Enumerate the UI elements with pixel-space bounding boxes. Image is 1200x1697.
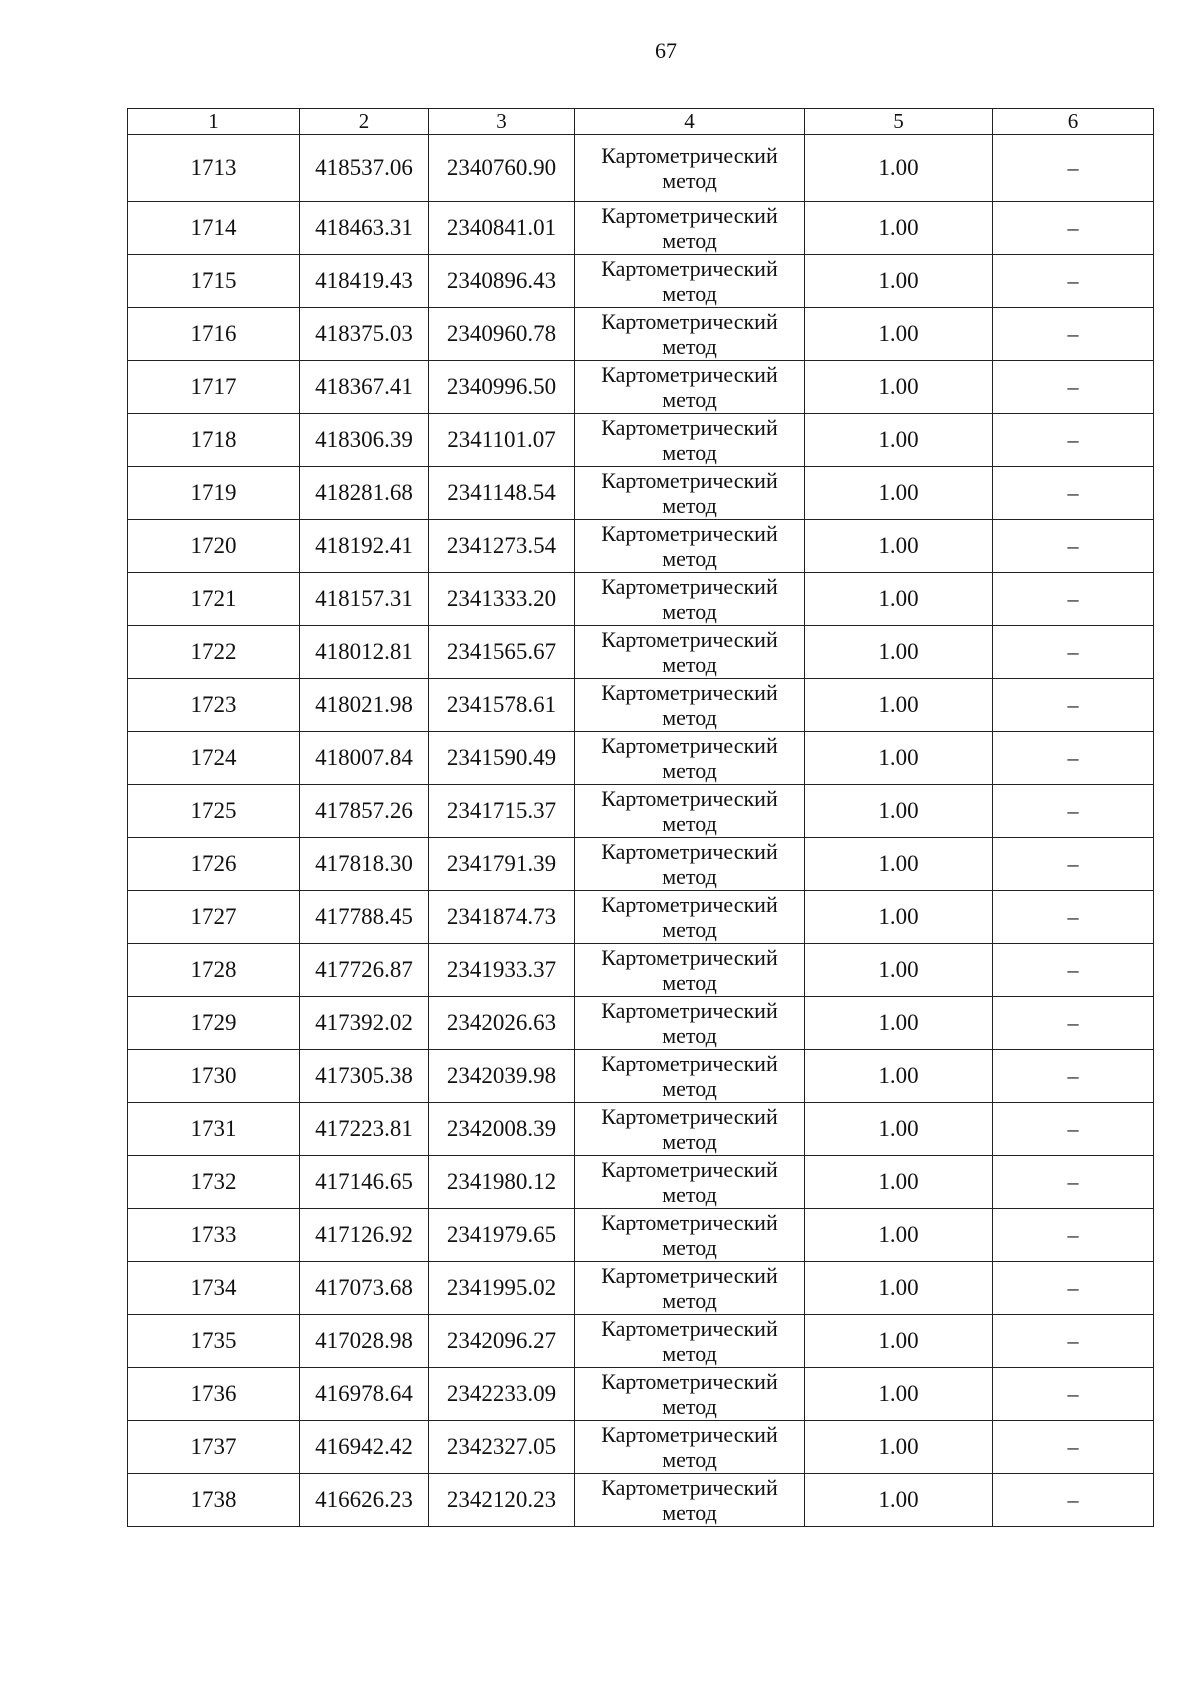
method-line2: метод — [662, 1076, 717, 1101]
point-number-cell: 1717 — [128, 361, 300, 414]
accuracy-cell: 1.00 — [805, 361, 993, 414]
method-cell — [575, 997, 805, 1050]
y-coordinate-cell: 2341578.61 — [429, 679, 575, 732]
method-line2: метод — [662, 1394, 717, 1419]
point-number-cell: 1725 — [128, 785, 300, 838]
note-cell: – — [993, 944, 1154, 997]
y-coordinate-cell: 2342120.23 — [429, 1474, 575, 1527]
method-line2: метод — [662, 334, 717, 359]
accuracy-cell: 1.00 — [805, 1368, 993, 1421]
point-number-cell: 1720 — [128, 520, 300, 573]
y-coordinate-cell: 2340841.01 — [429, 202, 575, 255]
method-line1: Картометрический — [601, 309, 778, 334]
method-cell — [575, 202, 805, 255]
accuracy-cell: 1.00 — [805, 202, 993, 255]
table-row — [128, 838, 1154, 891]
note-cell: – — [993, 1368, 1154, 1421]
note-cell: – — [993, 1315, 1154, 1368]
point-number-cell: 1738 — [128, 1474, 300, 1527]
table-row — [128, 732, 1154, 785]
column-header: 5 — [805, 109, 993, 135]
method-cell — [575, 732, 805, 785]
note-cell: – — [993, 414, 1154, 467]
accuracy-cell: 1.00 — [805, 944, 993, 997]
accuracy-cell: 1.00 — [805, 732, 993, 785]
point-number-cell: 1721 — [128, 573, 300, 626]
point-number-cell: 1719 — [128, 467, 300, 520]
table-row — [128, 1156, 1154, 1209]
method-cell — [575, 1474, 805, 1527]
method-line1: Картометрический — [601, 1157, 778, 1182]
x-coordinate-cell: 418375.03 — [300, 308, 429, 361]
method-cell — [575, 135, 805, 202]
table-row — [128, 414, 1154, 467]
point-number-cell: 1732 — [128, 1156, 300, 1209]
method-cell — [575, 1262, 805, 1315]
point-number-cell: 1722 — [128, 626, 300, 679]
method-line1: Картометрический — [601, 415, 778, 440]
method-line1: Картометрический — [601, 1263, 778, 1288]
accuracy-cell: 1.00 — [805, 308, 993, 361]
method-line2: метод — [662, 705, 717, 730]
method-cell — [575, 255, 805, 308]
method-cell — [575, 414, 805, 467]
method-line1: Картометрический — [601, 1210, 778, 1235]
note-cell: – — [993, 135, 1154, 202]
method-line2: метод — [662, 1341, 717, 1366]
table-row — [128, 573, 1154, 626]
x-coordinate-cell: 418463.31 — [300, 202, 429, 255]
method-line1: Картометрический — [601, 892, 778, 917]
method-line1: Картометрический — [601, 1369, 778, 1394]
column-header: 4 — [575, 109, 805, 135]
method-cell — [575, 626, 805, 679]
y-coordinate-cell: 2341979.65 — [429, 1209, 575, 1262]
point-number-cell: 1715 — [128, 255, 300, 308]
note-cell: – — [993, 573, 1154, 626]
method-cell — [575, 944, 805, 997]
point-number-cell: 1729 — [128, 997, 300, 1050]
table-row — [128, 891, 1154, 944]
method-cell — [575, 1421, 805, 1474]
y-coordinate-cell: 2342327.05 — [429, 1421, 575, 1474]
method-line1: Картометрический — [601, 998, 778, 1023]
method-line1: Картометрический — [601, 786, 778, 811]
table-row — [128, 785, 1154, 838]
accuracy-cell: 1.00 — [805, 1209, 993, 1262]
method-cell — [575, 520, 805, 573]
table-row — [128, 679, 1154, 732]
note-cell: – — [993, 361, 1154, 414]
method-line1: Картометрический — [601, 574, 778, 599]
method-line1: Картометрический — [601, 143, 778, 168]
y-coordinate-cell: 2341715.37 — [429, 785, 575, 838]
table-row — [128, 520, 1154, 573]
x-coordinate-cell: 417818.30 — [300, 838, 429, 891]
point-number-cell: 1723 — [128, 679, 300, 732]
accuracy-cell: 1.00 — [805, 135, 993, 202]
x-coordinate-cell: 417146.65 — [300, 1156, 429, 1209]
method-cell — [575, 1209, 805, 1262]
table-row — [128, 997, 1154, 1050]
x-coordinate-cell: 417073.68 — [300, 1262, 429, 1315]
note-cell: – — [993, 1103, 1154, 1156]
point-number-cell: 1735 — [128, 1315, 300, 1368]
note-cell: – — [993, 891, 1154, 944]
x-coordinate-cell: 416978.64 — [300, 1368, 429, 1421]
method-line1: Картометрический — [601, 1104, 778, 1129]
accuracy-cell: 1.00 — [805, 1421, 993, 1474]
x-coordinate-cell: 417788.45 — [300, 891, 429, 944]
column-header: 2 — [300, 109, 429, 135]
method-cell — [575, 1368, 805, 1421]
y-coordinate-cell: 2340960.78 — [429, 308, 575, 361]
table-row — [128, 255, 1154, 308]
accuracy-cell: 1.00 — [805, 1156, 993, 1209]
y-coordinate-cell: 2341565.67 — [429, 626, 575, 679]
accuracy-cell: 1.00 — [805, 1474, 993, 1527]
note-cell: – — [993, 308, 1154, 361]
method-line1: Картометрический — [601, 256, 778, 281]
y-coordinate-cell: 2342233.09 — [429, 1368, 575, 1421]
method-line2: метод — [662, 758, 717, 783]
x-coordinate-cell: 417857.26 — [300, 785, 429, 838]
note-cell: – — [993, 838, 1154, 891]
column-header: 1 — [128, 109, 300, 135]
table-row — [128, 1315, 1154, 1368]
method-cell — [575, 1156, 805, 1209]
method-line2: метод — [662, 917, 717, 942]
method-line2: метод — [662, 599, 717, 624]
x-coordinate-cell: 417126.92 — [300, 1209, 429, 1262]
x-coordinate-cell: 418012.81 — [300, 626, 429, 679]
method-line2: метод — [662, 546, 717, 571]
accuracy-cell: 1.00 — [805, 891, 993, 944]
method-line2: метод — [662, 1447, 717, 1472]
accuracy-cell: 1.00 — [805, 1050, 993, 1103]
method-line2: метод — [662, 168, 717, 193]
method-line2: метод — [662, 811, 717, 836]
method-line1: Картометрический — [601, 1316, 778, 1341]
point-number-cell: 1728 — [128, 944, 300, 997]
method-line1: Картометрический — [601, 627, 778, 652]
method-cell — [575, 785, 805, 838]
table-row — [128, 1209, 1154, 1262]
method-line2: метод — [662, 1129, 717, 1154]
table-row — [128, 308, 1154, 361]
x-coordinate-cell: 417223.81 — [300, 1103, 429, 1156]
method-line2: метод — [662, 281, 717, 306]
column-header: 6 — [993, 109, 1154, 135]
x-coordinate-cell: 418419.43 — [300, 255, 429, 308]
note-cell: – — [993, 1474, 1154, 1527]
note-cell: – — [993, 679, 1154, 732]
method-line1: Картометрический — [601, 1051, 778, 1076]
note-cell: – — [993, 1050, 1154, 1103]
method-cell — [575, 361, 805, 414]
note-cell: – — [993, 1156, 1154, 1209]
table-row — [128, 1368, 1154, 1421]
point-number-cell: 1724 — [128, 732, 300, 785]
note-cell: – — [993, 732, 1154, 785]
accuracy-cell: 1.00 — [805, 1262, 993, 1315]
accuracy-cell: 1.00 — [805, 997, 993, 1050]
method-cell — [575, 1050, 805, 1103]
note-cell: – — [993, 467, 1154, 520]
y-coordinate-cell: 2340996.50 — [429, 361, 575, 414]
method-cell — [575, 1315, 805, 1368]
note-cell: – — [993, 520, 1154, 573]
method-line1: Картометрический — [601, 362, 778, 387]
y-coordinate-cell: 2341590.49 — [429, 732, 575, 785]
table-row — [128, 1262, 1154, 1315]
method-line2: метод — [662, 1182, 717, 1207]
method-line2: метод — [662, 1288, 717, 1313]
x-coordinate-cell: 417305.38 — [300, 1050, 429, 1103]
accuracy-cell: 1.00 — [805, 785, 993, 838]
y-coordinate-cell: 2341995.02 — [429, 1262, 575, 1315]
y-coordinate-cell: 2341791.39 — [429, 838, 575, 891]
table-row — [128, 1103, 1154, 1156]
x-coordinate-cell: 417392.02 — [300, 997, 429, 1050]
accuracy-cell: 1.00 — [805, 255, 993, 308]
method-line1: Картометрический — [601, 945, 778, 970]
method-cell — [575, 1103, 805, 1156]
point-number-cell: 1727 — [128, 891, 300, 944]
y-coordinate-cell: 2342039.98 — [429, 1050, 575, 1103]
page-number: 67 — [655, 38, 677, 63]
x-coordinate-cell: 417726.87 — [300, 944, 429, 997]
x-coordinate-cell: 418537.06 — [300, 135, 429, 202]
x-coordinate-cell: 418157.31 — [300, 573, 429, 626]
point-number-cell: 1726 — [128, 838, 300, 891]
method-line2: метод — [662, 387, 717, 412]
table-row — [128, 1474, 1154, 1527]
note-cell: – — [993, 785, 1154, 838]
method-cell — [575, 467, 805, 520]
method-line1: Картометрический — [601, 839, 778, 864]
y-coordinate-cell: 2341933.37 — [429, 944, 575, 997]
accuracy-cell: 1.00 — [805, 467, 993, 520]
table-row — [128, 944, 1154, 997]
method-line2: метод — [662, 440, 717, 465]
table-row — [128, 467, 1154, 520]
accuracy-cell: 1.00 — [805, 626, 993, 679]
method-line2: метод — [662, 1023, 717, 1048]
method-line2: метод — [662, 493, 717, 518]
method-cell — [575, 573, 805, 626]
x-coordinate-cell: 417028.98 — [300, 1315, 429, 1368]
x-coordinate-cell: 418306.39 — [300, 414, 429, 467]
y-coordinate-cell: 2341273.54 — [429, 520, 575, 573]
method-line1: Картометрический — [601, 203, 778, 228]
method-line2: метод — [662, 652, 717, 677]
method-line1: Картометрический — [601, 733, 778, 758]
note-cell: – — [993, 202, 1154, 255]
point-number-cell: 1733 — [128, 1209, 300, 1262]
y-coordinate-cell: 2341148.54 — [429, 467, 575, 520]
method-line2: метод — [662, 1235, 717, 1260]
method-line1: Картометрический — [601, 1475, 778, 1500]
accuracy-cell: 1.00 — [805, 838, 993, 891]
accuracy-cell: 1.00 — [805, 573, 993, 626]
y-coordinate-cell: 2342096.27 — [429, 1315, 575, 1368]
y-coordinate-cell: 2341980.12 — [429, 1156, 575, 1209]
point-number-cell: 1714 — [128, 202, 300, 255]
method-cell — [575, 838, 805, 891]
x-coordinate-cell: 418192.41 — [300, 520, 429, 573]
accuracy-cell: 1.00 — [805, 1103, 993, 1156]
point-number-cell: 1718 — [128, 414, 300, 467]
x-coordinate-cell: 416942.42 — [300, 1421, 429, 1474]
note-cell: – — [993, 255, 1154, 308]
point-number-cell: 1737 — [128, 1421, 300, 1474]
table-header-row — [128, 109, 1154, 135]
note-cell: – — [993, 1262, 1154, 1315]
table-row — [128, 135, 1154, 202]
table-row — [128, 1421, 1154, 1474]
method-cell — [575, 891, 805, 944]
accuracy-cell: 1.00 — [805, 1315, 993, 1368]
method-line1: Картометрический — [601, 680, 778, 705]
point-number-cell: 1731 — [128, 1103, 300, 1156]
x-coordinate-cell: 416626.23 — [300, 1474, 429, 1527]
coordinates-table — [127, 108, 1154, 1527]
column-header: 3 — [429, 109, 575, 135]
point-number-cell: 1734 — [128, 1262, 300, 1315]
note-cell: – — [993, 626, 1154, 679]
y-coordinate-cell: 2341333.20 — [429, 573, 575, 626]
method-line1: Картометрический — [601, 521, 778, 546]
accuracy-cell: 1.00 — [805, 520, 993, 573]
y-coordinate-cell: 2340896.43 — [429, 255, 575, 308]
note-cell: – — [993, 1209, 1154, 1262]
y-coordinate-cell: 2342026.63 — [429, 997, 575, 1050]
method-cell — [575, 679, 805, 732]
y-coordinate-cell: 2342008.39 — [429, 1103, 575, 1156]
table-row — [128, 1050, 1154, 1103]
point-number-cell: 1736 — [128, 1368, 300, 1421]
y-coordinate-cell: 2341101.07 — [429, 414, 575, 467]
point-number-cell: 1713 — [128, 135, 300, 202]
table-row — [128, 361, 1154, 414]
method-line2: метод — [662, 1500, 717, 1525]
x-coordinate-cell: 418007.84 — [300, 732, 429, 785]
accuracy-cell: 1.00 — [805, 414, 993, 467]
x-coordinate-cell: 418021.98 — [300, 679, 429, 732]
method-line2: метод — [662, 864, 717, 889]
table-row — [128, 202, 1154, 255]
method-line1: Картометрический — [601, 1422, 778, 1447]
method-line1: Картометрический — [601, 468, 778, 493]
y-coordinate-cell: 2341874.73 — [429, 891, 575, 944]
note-cell: – — [993, 997, 1154, 1050]
note-cell: – — [993, 1421, 1154, 1474]
method-line2: метод — [662, 970, 717, 995]
accuracy-cell: 1.00 — [805, 679, 993, 732]
point-number-cell: 1716 — [128, 308, 300, 361]
method-line2: метод — [662, 228, 717, 253]
table-row — [128, 626, 1154, 679]
y-coordinate-cell: 2340760.90 — [429, 135, 575, 202]
x-coordinate-cell: 418281.68 — [300, 467, 429, 520]
x-coordinate-cell: 418367.41 — [300, 361, 429, 414]
point-number-cell: 1730 — [128, 1050, 300, 1103]
method-cell — [575, 308, 805, 361]
